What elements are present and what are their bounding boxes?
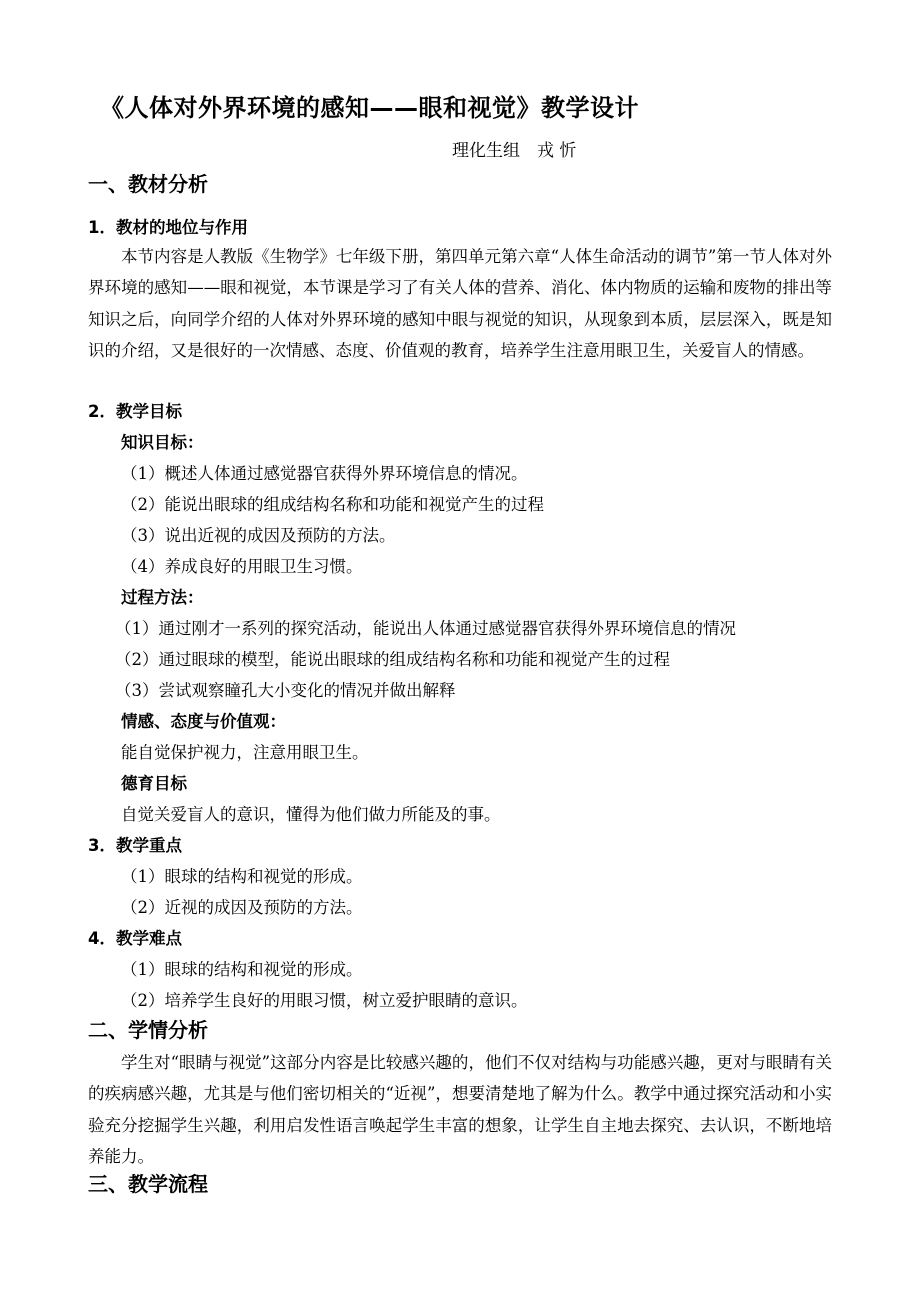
moral-text: 自觉关爱盲人的意识，懂得为他们做力所能及的事。 [121, 805, 501, 824]
section-heading-analysis: 一、教材分析 [88, 172, 208, 196]
label-moral-goals: 德育目标 [121, 774, 187, 793]
document-title: 《人体对外界环境的感知——眼和视觉》教学设计 [100, 94, 639, 122]
key-point-item: （2）近视的成因及预防的方法。 [121, 898, 363, 917]
key-point-item: （1）眼球的结构和视觉的形成。 [121, 867, 363, 886]
process-item: （1）通过刚才一系列的探究活动，能说出人体通过感觉器官获得外界环境信息的情况 [115, 619, 736, 638]
section-heading-teaching-process: 三、教学流程 [88, 1172, 208, 1196]
author-line: 理化生组 戎 忻 [452, 141, 577, 161]
process-item: （2）通过眼球的模型，能说出眼球的组成结构名称和功能和视觉产生的过程 [115, 650, 670, 669]
subheading-key-points: 3．教学重点 [88, 836, 182, 855]
subheading-objectives: 2．教学目标 [88, 402, 182, 421]
label-process-methods: 过程方法： [121, 588, 204, 607]
subheading-difficulties: 4．教学难点 [88, 929, 182, 948]
label-knowledge-goals: 知识目标： [121, 433, 204, 452]
process-item: （3）尝试观察瞳孔大小变化的情况并做出解释 [115, 681, 456, 700]
paragraph-position: 本节内容是人教版《生物学》七年级下册，第四单元第六章“人体生命活动的调节”第一节人体对外界环境的感知——眼和视觉，本节课是学习了有关人体的营养、消化、体内物质的运输和废物的排出等知识之后，向同学介绍的人体对外界环境的感知中眼与视觉的知识，从现象到本质，层层深入，既是知识的介绍，又是很好的一次情感、态度、价值观的教育，培养学生注意用眼卫生，关爱盲人的情感。 [88, 247, 832, 361]
knowledge-item: （2）能说出眼球的组成结构名称和功能和视觉产生的过程 [121, 495, 544, 514]
knowledge-item: （3）说出近视的成因及预防的方法。 [121, 526, 396, 545]
label-emotion-values: 情感、态度与价值观： [121, 712, 286, 731]
paragraph-learner-analysis: 学生对“眼睛与视觉”这部分内容是比较感兴趣的，他们不仅对结构与功能感兴趣，更对与眼睛有关的疾病感兴趣，尤其是与他们密切相关的“近视”，想要清楚地了解为什么。教学中通过探究活动和小实验充分挖掘学生兴趣，利用启发性语言唤起学生丰富的想象，让学生自主地去探究、去认识，不断地培养能力。 [88, 1053, 832, 1167]
difficulty-item: （1）眼球的结构和视觉的形成。 [121, 960, 363, 979]
emotion-text: 能自觉保护视力，注意用眼卫生。 [121, 743, 369, 762]
knowledge-item: （1）概述人体通过感觉器官获得外界环境信息的情况。 [121, 464, 528, 483]
difficulty-item: （2）培养学生良好的用眼习惯，树立爱护眼睛的意识。 [121, 991, 528, 1010]
section-heading-learner-analysis: 二、学情分析 [88, 1018, 208, 1042]
knowledge-item: （4）养成良好的用眼卫生习惯。 [121, 557, 363, 576]
subheading-position: 1．教材的地位与作用 [88, 218, 248, 237]
